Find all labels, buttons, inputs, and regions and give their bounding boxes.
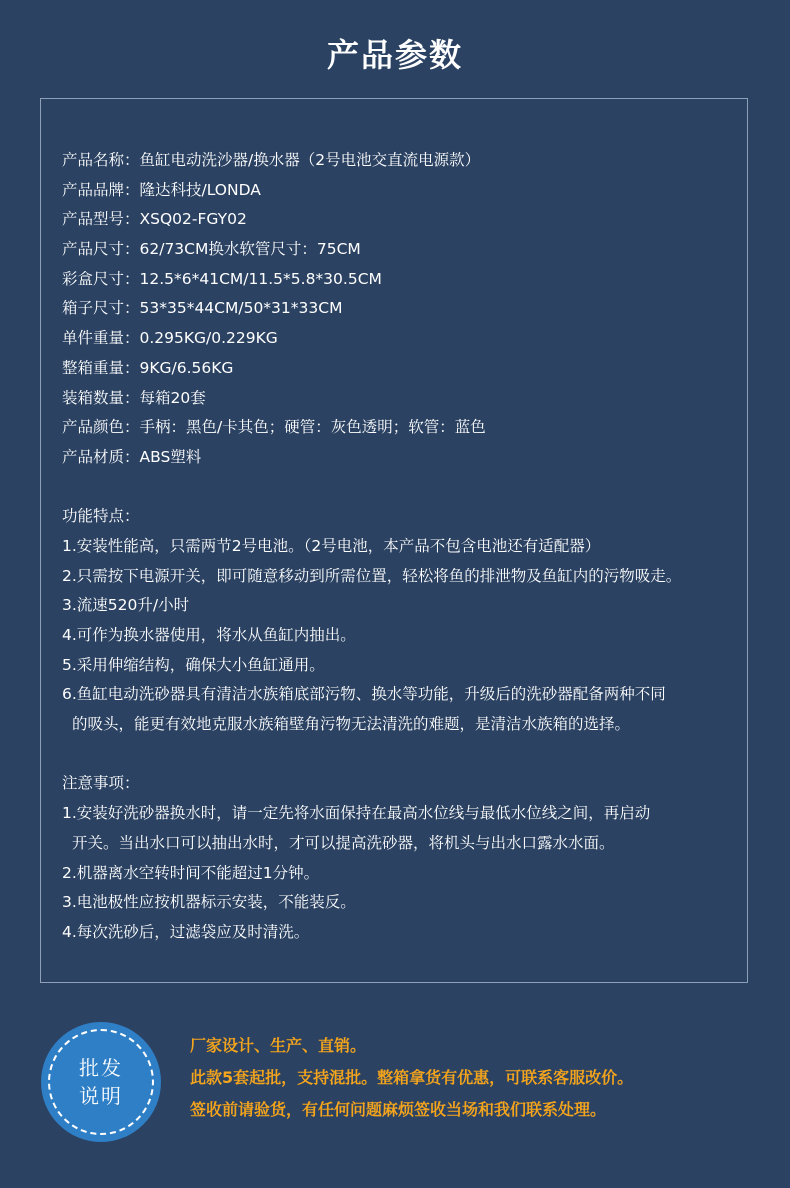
spec-material: 产品材质：ABS塑料: [62, 447, 202, 466]
note-item: 2.机器离水空转时间不能超过1分钟。: [62, 863, 320, 882]
spec-model: 产品型号：XSQ02-FGY02: [62, 210, 247, 229]
badge-line-2: 说明: [79, 1084, 123, 1108]
wholesale-line: 签收前请验货，有任何问题麻烦签收当场和我们联系处理。: [190, 1100, 607, 1119]
note-item: 1.安装好洗砂器换水时，请一定先将水面保持在最高水位线与最低水位线之间，再启动: [62, 804, 651, 823]
wholesale-line: 此款5套起批，支持混批。整箱拿货有优惠，可联系客服改价。: [190, 1068, 634, 1087]
spec-content: [62, 146, 752, 948]
feature-item: 2.只需按下电源开关，即可随意移动到所需位置，轻松将鱼的排泄物及鱼缸内的污物吸走。: [62, 566, 682, 585]
feature-item: 6.鱼缸电动洗砂器具有清洁水族箱底部污物、换水等功能，升级后的洗砂器配备两种不同: [62, 685, 666, 704]
spec-color: 产品颜色：手柄：黑色/卡其色；硬管：灰色透明；软管：蓝色: [62, 418, 486, 437]
feature-item: 3.流速520升/小时: [62, 596, 190, 615]
spec-size: 产品尺寸：62/73CM换水软管尺寸：75CM: [62, 240, 361, 259]
feature-item: 4.可作为换水器使用，将水从鱼缸内抽出。: [62, 626, 356, 644]
feature-item: 1.安装性能高，只需两节2号电池。（2号电池，本产品不包含电池还有适配器）: [62, 536, 601, 555]
spec-brand: 产品品牌：隆达科技/LONDA: [62, 180, 261, 199]
badge-line-1: 批发: [79, 1056, 123, 1080]
spec-carton-size: 箱子尺寸：53*35*44CM/50*31*33CM: [62, 299, 343, 318]
spec-box-size: 彩盒尺寸：12.5*6*41CM/11.5*5.8*30.5CM: [62, 269, 382, 288]
spec-quantity: 装箱数量：每箱20套: [62, 388, 206, 407]
note-item: 3.电池极性应按机器标示安装，不能装反。: [62, 893, 356, 912]
features-heading: 功能特点：: [62, 507, 140, 526]
feature-item-continued: 的吸头，能更有效地克服水族箱壁角污物无法清洗的难题，是清洁水族箱的选择。: [72, 715, 631, 734]
wholesale-badge: [41, 1022, 161, 1142]
spec-unit-weight: 单件重量：0.295KG/0.229KG: [62, 329, 278, 348]
wholesale-info: [190, 1030, 633, 1126]
feature-item: 5.采用伸缩结构，确保大小鱼缸通用。: [62, 655, 325, 674]
spec-carton-weight: 整箱重量：9KG/6.56KG: [62, 358, 234, 377]
note-item-continued: 开关。当出水口可以抽出水时，才可以提高洗砂器，将机头与出水口露水水面。: [72, 833, 615, 852]
wholesale-line: 厂家设计、生产、直销。: [190, 1036, 367, 1055]
badge-label: [41, 1054, 161, 1110]
notes-heading: 注意事项：: [62, 774, 140, 793]
note-item: 4.每次洗砂后，过滤袋应及时清洗。: [62, 922, 310, 941]
page-title: 产品参数: [326, 36, 463, 74]
spec-name: 产品名称：鱼缸电动洗沙器/换水器（2号电池交直流电源款）: [62, 151, 481, 169]
